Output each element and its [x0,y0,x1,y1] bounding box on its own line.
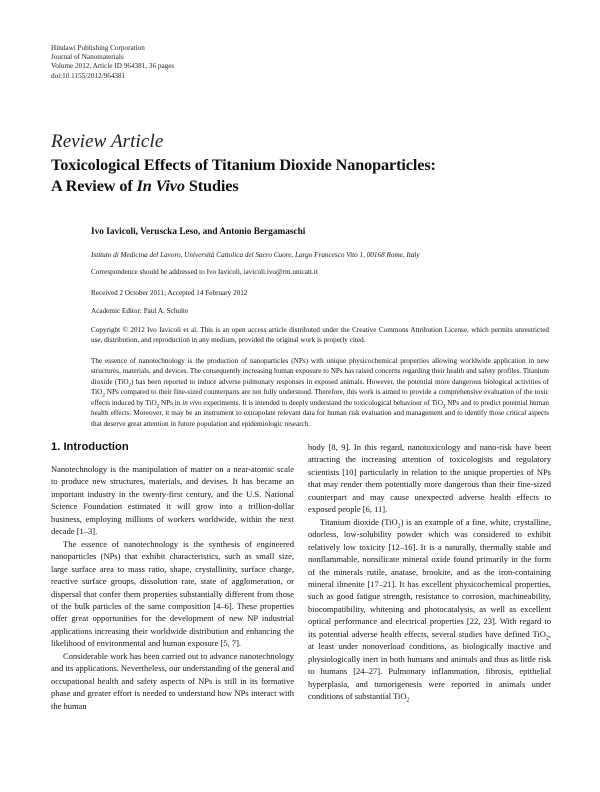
authors: Ivo Iavicoli, Veruscka Leso, and Antonio Bergamaschi [91,227,306,237]
paragraph: body [8, 9]. In this regard, nanotoxicology and nano-risk have been attracting the increasing attention of toxicologists and regulatory scientists [10] particularly in relation to the unique properties of NPs that may render them potentially more dangerous than their fine-sized counterpart and may cause unexpected adverse health effects to exposed people [6, 11]. [308,442,551,515]
abstract-sub-1: 2 [128,383,132,389]
subscript: 2 [545,635,549,642]
received-dates: Received 2 October 2011; Accepted 14 February 2012 [91,289,248,297]
correspondence: Correspondence should be addressed to Ivo Iavicoli, iavicoli.ivo@rm.unicatt.it [91,268,318,276]
paper-title [51,155,551,196]
text-run: , at least under nonoverload conditions, as biologically inactive and physiologically inert in both humans and animals and thus as little risk to humans [24–27]. Pulmonary inflammation, fibrosis, epithelial hyperplasia, and tumorigenesis were reported in animals under conditions of substantial TiO [308,628,551,702]
abstract-sub-3: 2 [156,404,160,410]
journal-name: Journal of Nanomaterials [51,53,124,62]
text-run: Titanium dioxide (TiO [320,516,398,527]
abstract-text-2: ) has been reported to induce adverse pulmonary responses in exposed animals. However, the potential more dangerous biological activities of TiO [91,377,549,397]
title-line-2 [51,176,551,197]
volume-info: Volume 2012, Article ID 964381, 36 pages [51,62,175,71]
academic-editor: Academic Editor: Paul A. Schulte [91,307,189,315]
abstract-text-3: NPs compared to their fine-sized counterparts are not fully understood. Therefore, this work is aimed to provide a comprehensive evaluation of the toxic effects induced by TiO [91,388,549,407]
copyright: Copyright © 2012 Ivo Iavicoli et al. This is an open access article distributed under the Creative Commons Attribution License, which permits unrestricted use, distribution, and reproduction in any medium, provided the original work is properly cited. [91,326,549,344]
publisher: Hindawi Publishing Corporation [51,44,145,52]
abstract-text-6: NPs and to predict potential human health effects. Moreover, it may be an instrument to extrapolate relevant data for human risk evaluation and management and to identify those critical aspects that deserve great attention in future population and epidemiologic research. [91,398,550,428]
abstract-text-4: NPs in [159,398,183,407]
abstract-text-1: The essence of nanotechnology is the production of nanoparticles (NPs) with unique physicochemical properties allowing worldwide application in new structures, materials, and devices. The consequently increasing human exposure to NPs has raised concerns regarding their health and safety profiles. Titanium dioxide (TiO [91,357,549,386]
doi: doi:10.1155/2012/964381 [51,71,126,80]
paragraph: The essence of nanotechnology is the synthesis of engineered nanoparticles (NPs) that exhibit characteristics, such as small size, large surface area to mass ratio, shape, crystallinity, surface charge, reactive surface groups, dissolution rate, state of agglomeration, or dispersal that confer them properties substantially different from those of the bulk particles of the same composition [4–6]. These properties offer great opportunities for the development of new NP industrial applications increasing their worldwide distribution and enhancing the likelihood of environmental and human exposure [5, 7]. [51,538,294,649]
title-line-2-suffix: Studies [184,176,239,195]
title-line-1: Toxicological Effects of Titanium Dioxide Nanoparticles: [51,156,436,174]
subscript: 2 [406,697,410,704]
abstract-italic: in vivo [182,398,202,407]
title-line-2-italic: In Vivo [136,176,185,195]
abstract [91,356,549,429]
paragraph: Nanotechnology is the manipulation of matter on a near-atomic scale to produce new structures, materials, and devises. It has became an important industry in the twenty-first century, and the U.S. National Science Foundation estimated it will grow into a trillion-dollar business, employing millions of workers worldwide, within the next decade [1–3]. [51,464,294,537]
abstract-sub-4: 2 [442,404,446,410]
journal-header [51,44,174,81]
affiliation: Istituto di Medicina del Lavoro, Università Cattolica del Sacro Cuore, Largo Francesco Vito 1, 00168 Rome, Italy [91,251,420,259]
section-heading-introduction: 1. Introduction [51,441,129,453]
abstract-sub-2: 2 [102,393,105,399]
body-column-left [51,463,294,712]
paragraph: Considerable work has been carried out to advance nanotechnology and its applications. Nevertheless, our understanding of the general and occupational health and safety aspects of NPs is still in its formative phase and greater effort is needed to understand how NPs interact with the human [51,650,294,711]
body-column-right [308,441,551,703]
title-line-2-prefix: A Review of [51,176,137,195]
abstract-text-5: experiments. It is intended to deeply understand the toxicological behaviour of TiO [201,398,443,407]
subscript: 2 [397,523,401,530]
article-type: Review Article [51,131,164,152]
text-run: ) is an example of a fine, white, crystalline, odorless, low-solubility powder which was considered to exhibit relatively low toxicity [12–16]. It is a naturally, thermally stable and nonflammable, nonsilicate mineral oxide found primarily in the form of the minerals rutile, anatase, brookite, and as the iron-containing mineral ilmenite [17–21]. It has excellent physicochemical properties, such as good fatigue strength, resistance to corrosion, machineability, biocompatibility, whitening and photocatalysis, as well as excellent optical performance and electrical properties [22, 23]. With regard to its potential adverse health effects, several studies have defined TiO [308,516,551,639]
paragraph [308,516,551,703]
